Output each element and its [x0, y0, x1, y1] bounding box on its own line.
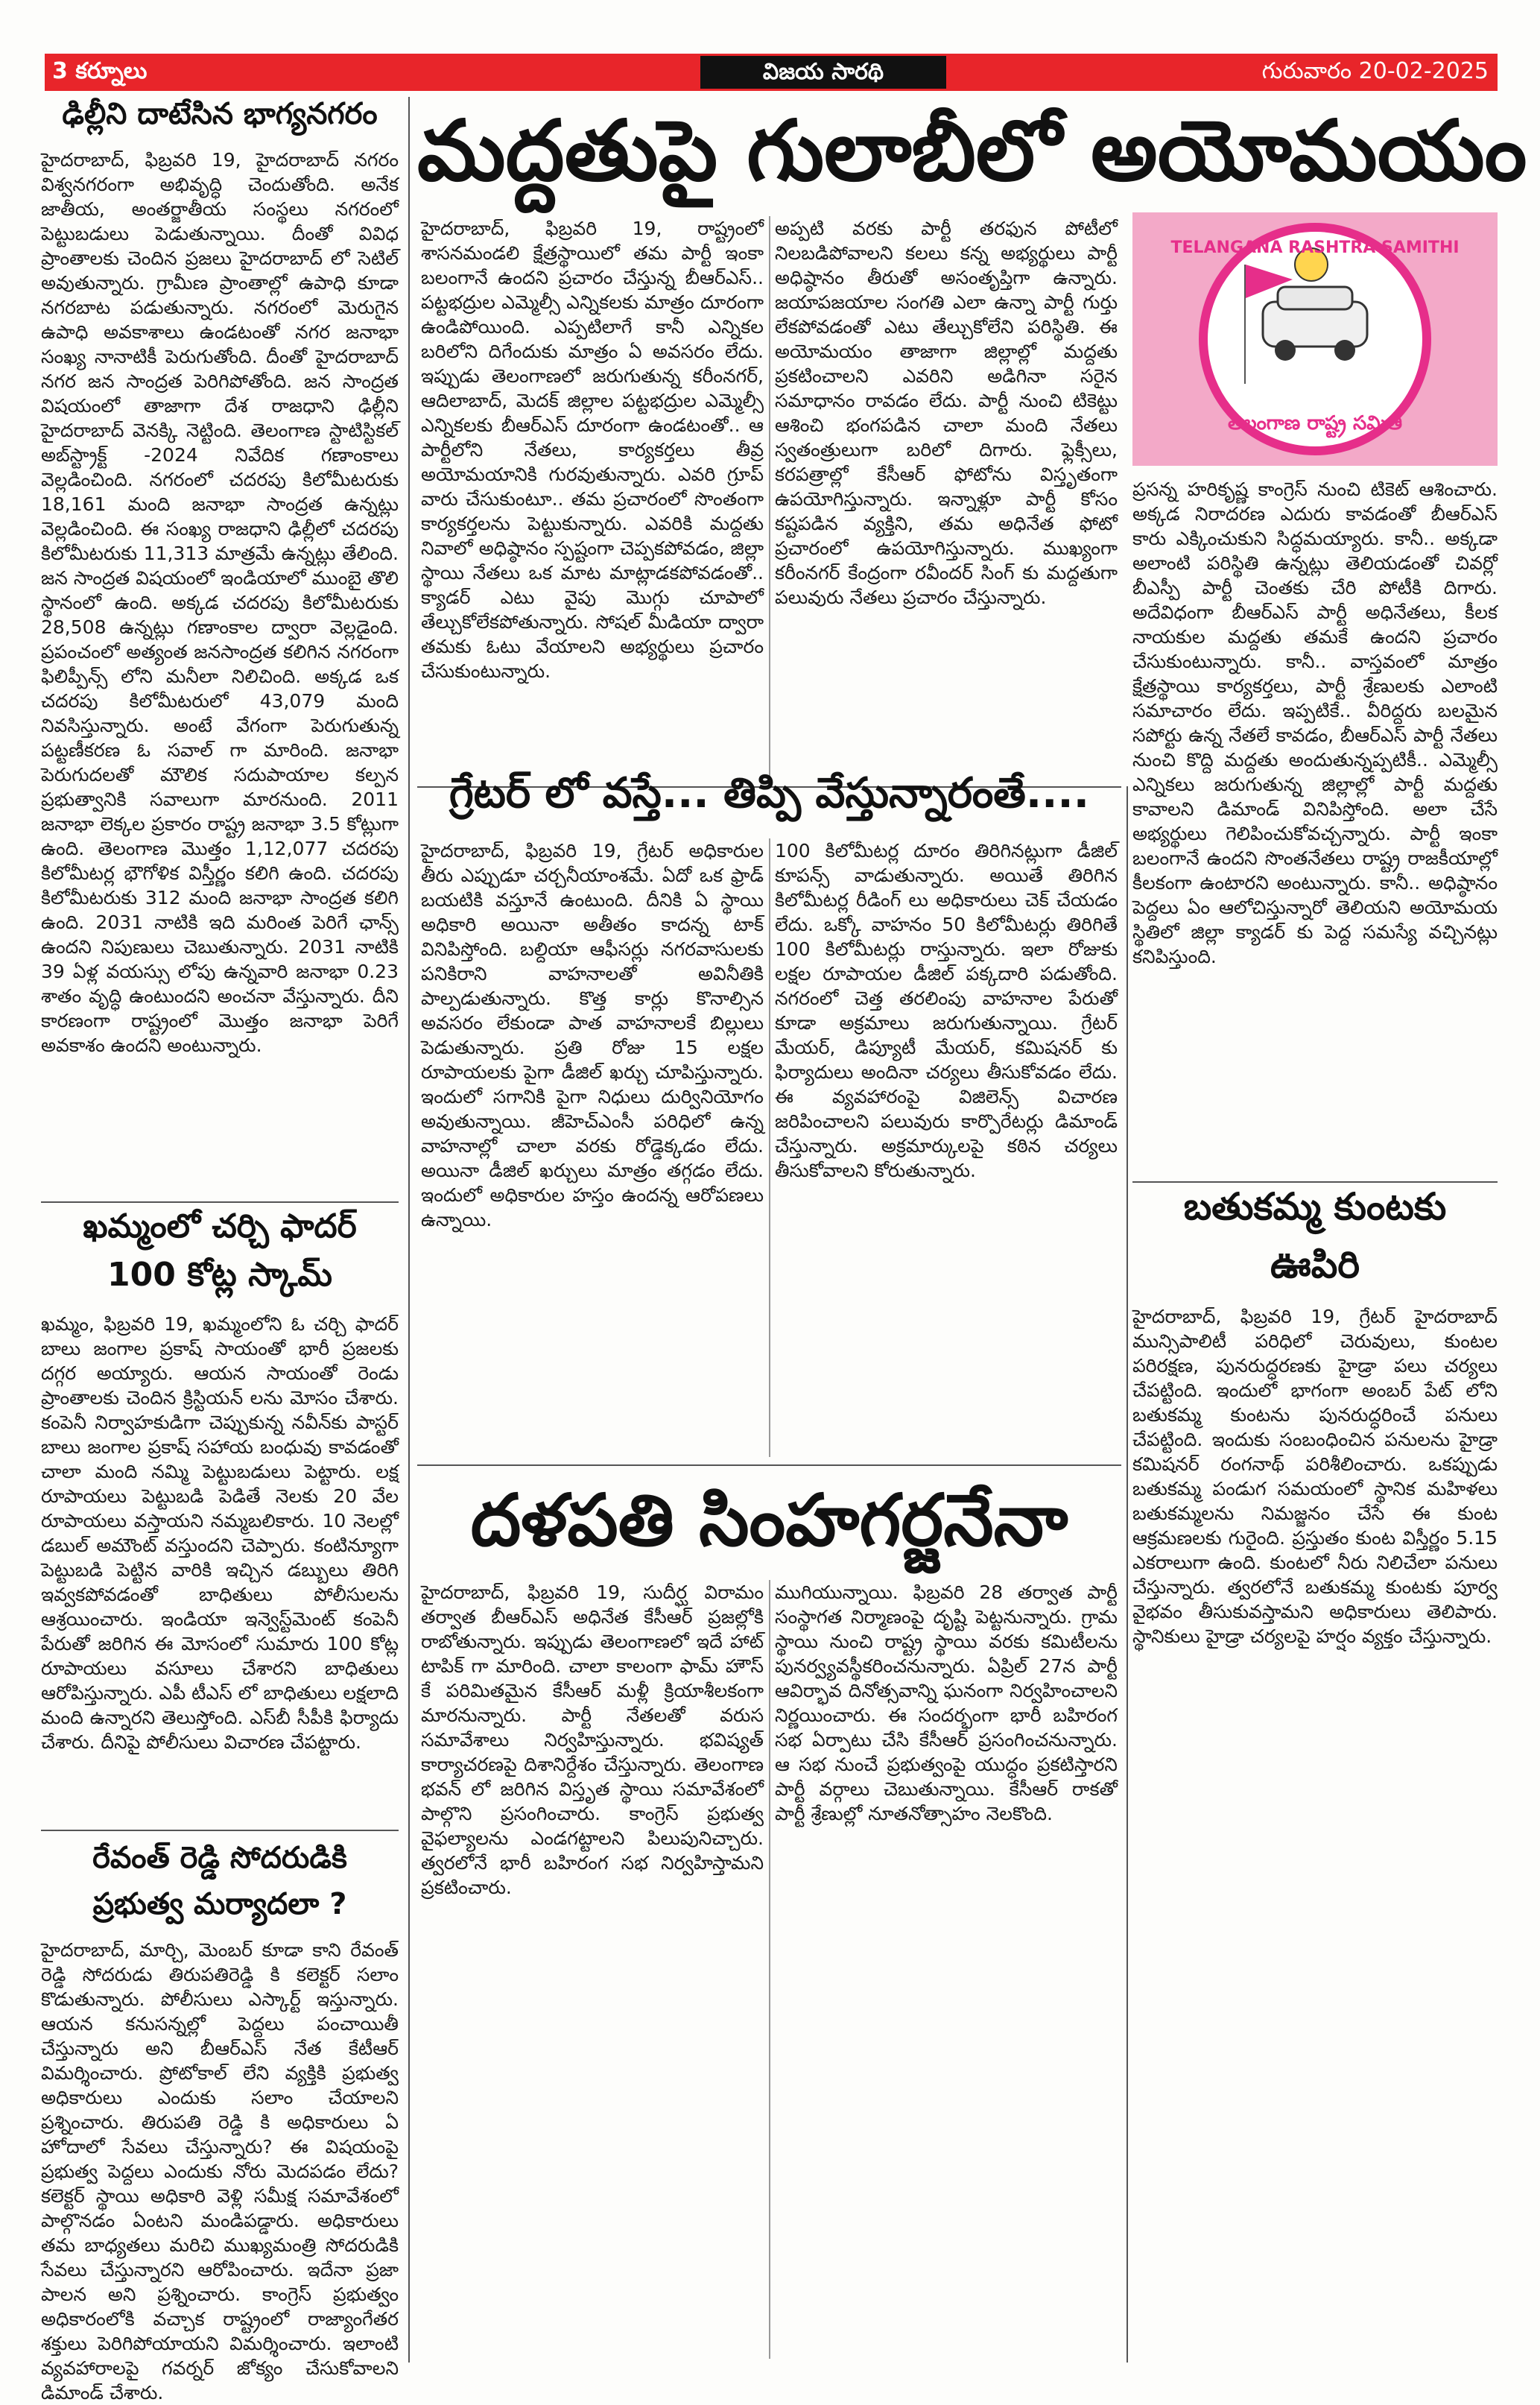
trs-arc-text: TELANGANA RASHTRA SAMITHI [1170, 238, 1460, 257]
dalapathi-col1: హైదరాబాద్, ఫిబ్రవరి 19, సుదీర్ఘ విరామం తర్వాత బీఆర్ఎస్ అధినేత కేసీఆర్ ప్రజల్లోకి రాబోతున్నారు. ఇప్పుడు తెలంగాణలో ఇదే హాట్ టాపిక్ గా మారింది. చాలా కాలంగా ఫామ్ హౌస్ కే పరిమితమైన కేసీఆర్ మళ్లీ క్రియాశీలకంగా మారనున్నారు. పార్టీ నేతలతో వరుస సమావేశాలు నిర్వహిస్తున్నారు. భవిష్యత్ కార్యాచరణపై దిశానిర్దేశం చేస్తున్నారు. తెలంగాణ భవన్ లో జరిగిన విస్తృత స్థాయి సమావేశంలో పాల్గొని ప్రసంగించారు. కాంగ్రెస్ ప్రభుత్వ వైఫల్యాలను ఎండగట్టాలని పిలుపునిచ్చారు. త్వరలోనే భారీ బహిరంగ సభ నిర్వహిస్తామని ప్రకటించారు. [421, 1581, 764, 1898]
khammam-headline-line1: ఖమ్మంలో చర్చి ఫాదర్ [83, 1207, 357, 1245]
main-headline: మద్దతుపై గులాబీలో అయోమయం [417, 103, 1527, 200]
greater-col2: 100 కిలోమీటర్ల దూరం తిరిగినట్లుగా డీజిల్ కూపన్స్ వాడుతున్నారు. అయితే తిరిగిన కిలోమీటర్ల రీడింగ్ లు అధికారులు చెక్ చేయడం లేదు. ఒక్కో వాహనం 50 కిలోమీటర్లు తిరిగితే 100 కిలోమీటర్లు రాస్తున్నారు. ఇలా రోజుకు లక్షల రూపాయల డీజిల్ పక్కదారి పడుతోంది. నగరంలో చెత్త తరలింపు వాహనాల పేరుతో కూడా అక్రమాలు జరుగుతున్నాయి. గ్రేటర్ మేయర్, డిప్యూటీ మేయర్, కమిషనర్ కు ఫిర్యాదులు అందినా చర్యలు తీసుకోవడం లేదు. ఈ వ్యవహారంపై విజిలెన్స్ విచారణ జరిపించాలని పలువురు కార్పొరేటర్లు డిమాండ్ చేస్తున్నారు. అక్రమార్కులపై కఠిన చర్యలు తీసుకోవాలని కోరుతున్నారు. [775, 840, 1118, 1181]
main-story-col1: హైదరాబాద్, ఫిబ్రవరి 19, రాష్ట్రంలో శాసనమండలి క్షేత్రస్థాయిలో తమ పార్టీ ఇంకా బలంగానే ఉందని ప్రచారం చేస్తున్న బీఆర్ఎస్.. పట్టభద్రుల ఎమ్మెల్సీ ఎన్నికలకు మాత్రం దూరంగా ఉండిపోయింది. ఎప్పటిలాగే కానీ ఎన్నికల బరిలోని దిగేందుకు మాత్రం ఏ అవసరం లేదు. ఇప్పుడు తెలంగాణలో జరుగుతున్న కరీంనగర్, ఆదిలాబాద్, మెదక్ జిల్లాల పట్టభద్రుల ఎమ్మెల్సీ ఎన్నికలకు బీఆర్ఎస్ దూరంగా ఉండటంతో.. ఆ పార్టీలోని నేతలు, కార్యకర్తలు తీవ్ర అయోమయానికి గురవుతున్నారు. ఎవరి గ్రూప్ వారు చేసుకుంటూ.. తమ ప్రచారంలో సొంతంగా కార్యకర్తలను పెట్టుకున్నారు. ఎవరికి మద్దతు నివాలో అధిష్ఠానం స్పష్టంగా చెప్పకపోవడం, జిల్లా స్థాయి నేతలు ఒక మాట మాట్లాడకపోవడంతో.. క్యాడర్ ఎటు వైపు మొగ్గు చూపాలో తేల్చుకోలేకపోతున్నారు. సోషల్ మీడియా ద్వారా తమకు ఓటు వేయాలని అభ్యర్థులు ప్రచారం చేసుకుంటున్నారు. [421, 218, 764, 682]
dalapathi-col2: ముగియున్నాయి. ఫిబ్రవరి 28 తర్వాత పార్టీ సంస్థాగత నిర్మాణంపై దృష్టి పెట్టనున్నారు. గ్రామ స్థాయి నుంచి రాష్ట్ర స్థాయి వరకు కమిటీలను పునర్వ్యవస్థీకరించనున్నారు. ఏప్రిల్ 27న పార్టీ ఆవిర్భావ దినోత్సవాన్ని ఘనంగా నిర్వహించాలని నిర్ణయించారు. ఈ సందర్భంగా భారీ బహిరంగ సభ ఏర్పాటు చేసి కేసీఆర్ ప్రసంగించనున్నారు. ఆ సభ నుంచే ప్రభుత్వంపై యుద్ధం ప్రకటిస్తారని పార్టీ వర్గాలు చెబుతున్నాయి. కేసీఆర్ రాకతో పార్టీ శ్రేణుల్లో నూతనోత్సాహం నెలకొంది. [775, 1581, 1118, 1824]
issue-date: గురువారం 20-02-2025 [1261, 58, 1489, 84]
main-story-col2: అప్పటి వరకు పార్టీ తరఫున పోటీలో నిలబడిపోవాలని కలలు కన్న అభ్యర్థులు పార్టీ అధిష్ఠానం తీరుతో అసంతృప్తిగా ఉన్నారు. జయాపజయాల సంగతి ఎలా ఉన్నా పార్టీ గుర్తు లేకపోవడంతో ఎటు తేల్చుకోలేని పరిస్థితి. ఈ అయోమయం తాజాగా జిల్లాల్లో మద్దతు ప్రకటించాలని ఎవరిని అడిగినా సరైన సమాధానం రావడం లేదు. పార్టీ నుంచి టికెట్టు ఆశించి భంగపడిన చాలా మంది నేతలు స్వతంత్రులుగా బరిలో దిగారు. ఫ్లెక్సీలు, కరపత్రాల్లో కేసీఆర్ ఫోటోను విస్తృతంగా ఉపయోగిస్తున్నారు. ఇన్నాళ్లూ పార్టీ కోసం కష్టపడిన వ్యక్తిని, తమ అధినేత ఫోటో ప్రచారంలో ఉపయోగిస్తున్నారు. ముఖ్యంగా కరీంనగర్ కేంద్రంగా రవీందర్ సింగ్ కు మద్దతుగా పలువురు నేతలు ప్రచారం చేస్తున్నారు. [775, 218, 1118, 608]
greater-headline: గ్రేటర్ లో వస్తే... తిప్పి వేస్తున్నారంతే.... [449, 769, 1089, 818]
revanth-body: హైదరాబాద్, మార్చి, మెంబర్ కూడా కాని రేవంత్ రెడ్డి సోదరుడు తిరుపతిరెడ్డి కి కలెక్టర్ సలాం కొడుతున్నారు. పోలీసులు ఎస్కార్ట్ ఇస్తున్నారు. ఆయన కనుసన్నల్లో పెద్దలు పంచాయితీ చేస్తున్నారు అని బీఆర్ఎస్ నేత కేటీఆర్ విమర్శించారు. ప్రోటోకాల్ లేని వ్యక్తికి ప్రభుత్వ అధికారులు ఎందుకు సలాం చేయాలని ప్రశ్నించారు. తిరుపతి రెడ్డి కి అధికారులు ఏ హోదాలో సేవలు చేస్తున్నారు? ఈ విషయంపై ప్రభుత్వ పెద్దలు ఎందుకు నోరు మెదపడం లేదు? కలెక్టర్ స్థాయి అధికారి వెళ్లి సమీక్ష సమావేశంలో పాల్గొనడం ఏంటని మండిపడ్డారు. అధికారులు తమ బాధ్యతలు మరిచి ముఖ్యమంత్రి సోదరుడికి సేవలు చేస్తున్నారని ఆరోపించారు. ఇదేనా ప్రజా పాలన అని ప్రశ్నించారు. కాంగ్రెస్ ప్రభుత్వం అధికారంలోకి వచ్చాక రాష్ట్రంలో రాజ్యాంగేతర శక్తులు పెరిగిపోయాయని విమర్శించారు. ఇలాంటి వ్యవహారాలపై గవర్నర్ జోక్యం చేసుకోవాలని డిమాండ్ చేశారు. [41, 1939, 399, 2404]
revanth-headline-line2: ప్రభుత్వ మర్యాదలా ? [92, 1887, 347, 1921]
bathukamma-headline-line1: బతుకమ్మ కుంటకు [1183, 1185, 1447, 1228]
delhi-headline: ఢిల్లీని దాటేసిన భాగ్యనగరం [62, 97, 378, 131]
bathukamma-body: హైదరాబాద్, ఫిబ్రవరి 19, గ్రేటర్ హైదరాబాద్ మున్సిపాలిటీ పరిధిలో చెరువులు, కుంటల పరిరక్షణ, పునరుద్ధరణకు హైడ్రా పలు చర్యలు చేపట్టింది. ఇందులో భాగంగా అంబర్ పేట్ లోని బతుకమ్మ కుంటను పునరుద్ధరించే పనులు చేపట్టింది. ఇందుకు సంబంధించిన పనులను హైడ్రా కమిషనర్ రంగనాథ్ పరిశీలించారు. ఒకప్పుడు బతుకమ్మ పండుగ సమయంలో స్థానిక మహిళలు బతుకమ్మలను నిమజ్జనం చేసే ఈ కుంట ఆక్రమణలకు గురైంది. ప్రస్తుతం కుంట విస్తీర్ణం 5.15 ఎకరాలుగా ఉంది. కుంటలో నీరు నిలిచేలా పనులు చేస్తున్నారు. త్వరలోనే బతుకమ్మ కుంటకు పూర్వ వైభవం తీసుకువస్తామని అధికారులు తెలిపారు. స్థానికులు హైడ్రా చర్యలపై హర్షం వ్యక్తం చేస్తున్నారు. [1132, 1306, 1498, 1647]
khammam-body: ఖమ్మం, ఫిబ్రవరి 19, ఖమ్మంలోని ఓ చర్చి ఫాదర్ బాలు జంగాల ప్రకాష్ సాయంతో భారీ ప్రజలకు దగ్గర అయ్యారు. ఆయన సాయంతో రెండు ప్రాంతాలకు చెందిన క్రిస్టియన్ లను మోసం చేశారు. కంపెనీ నిర్వాహకుడిగా చెప్పుకున్న నవీన్‌కు పాస్టర్ బాలు జంగాల ప్రకాష్ సహాయ బంధువు కావడంతో చాలా మంది నమ్మి పెట్టుబడులు పెట్టారు. లక్ష రూపాయలు పెట్టుబడి పెడితే నెలకు 20 వేల రూపాయలు వస్తాయని నమ్మబలికారు. 10 నెలల్లో డబుల్ అమౌంట్ వస్తుందని చెప్పారు. కంటిన్యూగా పెట్టుబడి పెట్టిన వారికి ఇచ్చిన డబ్బులు తిరిగి ఇవ్వకపోవడంతో బాధితులు పోలీసులను ఆశ్రయించారు. ఇండియా ఇన్వెస్ట్‌మెంట్ కంపెనీ పేరుతో జరిగిన ఈ మోసంలో సుమారు 100 కోట్ల రూపాయలు వసూలు చేశారని బాధితులు ఆరోపిస్తున్నారు. ఎపీ టీఎస్ లో బాధితులు లక్షలాది మంది ఉన్నారని తెలుస్తోంది. ఎస్‌బీ సీపీకి ఫిర్యాదు చేశారు. దీనిపై పోలీసులు విచారణ చేపట్టారు. [41, 1313, 399, 1753]
masthead: విజయ సారథి [700, 56, 946, 89]
khammam-headline-line2: 100 కోట్ల స్కామ్ [107, 1256, 332, 1294]
page-label: 3 కర్నూలు [52, 58, 148, 84]
trs-logo-image [1132, 212, 1498, 466]
trs-bottom-text: తెలంగాణ రాష్ట్ర సమితి [1227, 412, 1403, 434]
bathukamma-headline-line2: ఊపిరి [1270, 1243, 1360, 1286]
dalapathi-headline: దళపతి సింహగర్జనేనా [470, 1479, 1068, 1562]
main-story-col3: ప్రసన్న హరికృష్ణ కాంగ్రెస్ నుంచి టికెట్ ఆశించారు. అక్కడ నిరాదరణ ఎదురు కావడంతో బీఆర్ఎస్ కారు ఎక్కించుకుని సిద్ధమయ్యారు. కానీ.. అక్కడా అలాంటి పరిస్థితి ఉన్నట్లు తెలియడంతో చివర్లో బీఎస్పీ పార్టీ చెంతకు చేరి పోటీకి దిగారు. అదేవిధంగా బీఆర్ఎస్ పార్టీ అధినేతలు, కీలక నాయకుల మద్దతు తమకే ఉందని ప్రచారం చేసుకుంటున్నారు. కానీ.. వాస్తవంలో మాత్రం క్షేత్రస్థాయి కార్యకర్తలు, పార్టీ శ్రేణులకు ఎలాంటి సమాచారం లేదు. ఇప్పటికే.. వీరిద్దరు బలమైన సపోర్టు ఉన్న నేతలే కావడం, బీఆర్ఎస్ పార్టీ నేతలు నుంచి కొద్ది మద్దతు అందుతున్నప్పటికీ.. ఎమ్మెల్సీ ఎన్నికలు జరుగుతున్న జిల్లాల్లో పార్టీ మద్దతు కావాలని డిమాండ్ వినిపిస్తోంది. అలా చేసే అభ్యర్థులు గెలిపించుకోవచ్చన్నారు. పార్టీ ఇంకా బలంగానే ఉందని సొంతనేతలు రాష్ట్ర రాజకీయాల్లో కీలకంగా ఉంటారని అంటున్నారు. కానీ.. అధిష్ఠానం పెద్దలు ఏం ఆలోచిస్తున్నారో తెలియని అయోమయ స్థితిలో జిల్లా క్యాడర్ కు పెద్ద సమస్యే వచ్చినట్లు కనిపిస్తుంది. [1132, 478, 1498, 967]
revanth-headline-line1: రేవంత్ రెడ్డి సోదరుడికి [92, 1841, 347, 1875]
delhi-body: హైదరాబాద్, ఫిబ్రవరి 19, హైదరాబాద్ నగరం విశ్వనగరంగా అభివృద్ధి చెందుతోంది. అనేక జాతీయ, అంతర్జాతీయ సంస్థలు నగరంలో పెట్టుబడులు పెడుతున్నాయి. దీంతో వివిధ ప్రాంతాలకు చెందిన ప్రజలు హైదరాబాద్ లో సెటిల్ అవుతున్నారు. గ్రామీణ ప్రాంతాల్లో ఉపాధి కూడా నగరబాట పడుతున్నారు. నగరంలో మెరుగైన ఉపాధి అవకాశాలు ఉండటంతో నగర జనాభా సంఖ్య నానాటికీ పెరుగుతోంది. దీంతో హైదరాబాద్ నగర జన సాంద్రత పెరిగిపోతోంది. జన సాంద్రత విషయంలో తాజాగా దేశ రాజధాని ఢిల్లీని హైదరాబాద్ వెనక్కి నెట్టింది. తెలంగాణ స్టాటిస్టికల్ అబ్‌స్ట్రాక్ట్ -2024 నివేదిక గణాంకాలు వెల్లడించింది. నగరంలో చదరపు కిలోమీటరుకు 18,161 మంది జనాభా సాంద్రత ఉన్నట్లు వెల్లడించింది. ఈ సంఖ్య రాజధాని ఢిల్లీలో చదరపు కిలోమీటరుకు 11,313 మాత్రమే ఉన్నట్లు తేలింది. జన సాంద్రత విషయంలో ఇండియాలో ముంబై తొలి స్థానంలో ఉంది. అక్కడ చదరపు కిలోమీటరుకు 28,508 ఉన్నట్లు గణాంకాల ద్వారా వెల్లడైంది. ప్రపంచంలో అత్యంత జనసాంద్రత కలిగిన నగరంగా ఫిలిప్పీన్స్ లోని మనీలా నిలిచింది. అక్కడ ఒక చదరపు కిలోమీటరులో 43,079 మంది నివసిస్తున్నారు. అంటే వేగంగా పెరుగుతున్న పట్టణీకరణ ఓ సవాల్ గా మారింది. జనాభా పెరుగుదలతో మౌలిక సదుపాయాల కల్పన ప్రభుత్వానికి సవాలుగా మారనుంది. 2011 జనాభా లెక్కల ప్రకారం రాష్ట్ర జనాభా 3.5 కోట్లుగా ఉంది. తెలంగాణ మొత్తం 1,12,077 చదరపు కిలోమీటర్ల భౌగోళిక విస్తీర్ణం కలిగి ఉంది. చదరపు కిలోమీటరుకు 312 మంది జనాభా సాంద్రత కలిగి ఉంది. 2031 నాటికి ఇది మరింత పెరిగే ఛాన్స్ ఉందని నిపుణులు చెబుతున్నారు. 2031 నాటికి 39 ఏళ్ల వయస్సు లోపు ఉన్నవారి జనాభా 0.23 శాతం వృద్ధి ఉంటుందని అంచనా వేస్తున్నారు. దీని కారణంగా రాష్ట్రంలో మొత్తం జనాభా పెరిగే అవకాశం ఉందని అంటున్నారు. [41, 149, 399, 1056]
greater-col1: హైదరాబాద్, ఫిబ్రవరి 19, గ్రేటర్ అధికారుల తీరు ఎప్పుడూ చర్చనీయాంశమే. ఏదో ఒక ఫ్రాడ్ బయటికి వస్తూనే ఉంటుంది. దీనికి ఏ స్థాయి అధికారి అయినా అతీతం కాదన్న టాక్ వినిపిస్తోంది. బల్దియా ఆఫీసర్లు నగరవాసులకు పనికిరాని వాహనాలతో అవినీతికి పాల్పడుతున్నారు. కొత్త కార్లు కొనాల్సిన అవసరం లేకుండా పాత వాహనాలకే బిల్లులు పెడుతున్నారు. ప్రతి రోజు 15 లక్షల రూపాయలకు పైగా డీజిల్ ఖర్చు చూపిస్తున్నారు. ఇందులో సగానికి పైగా నిధులు దుర్వినియోగం అవుతున్నాయి. జీహెచ్ఎంసీ పరిధిలో ఉన్న వాహనాల్లో చాలా వరకు రోడ్డెక్కడం లేదు. అయినా డీజిల్ ఖర్చులు మాత్రం తగ్గడం లేదు. ఇందులో అధికారుల హస్తం ఉందన్న ఆరోపణలు ఉన్నాయి. [421, 840, 764, 1230]
header-bar [45, 54, 1498, 91]
